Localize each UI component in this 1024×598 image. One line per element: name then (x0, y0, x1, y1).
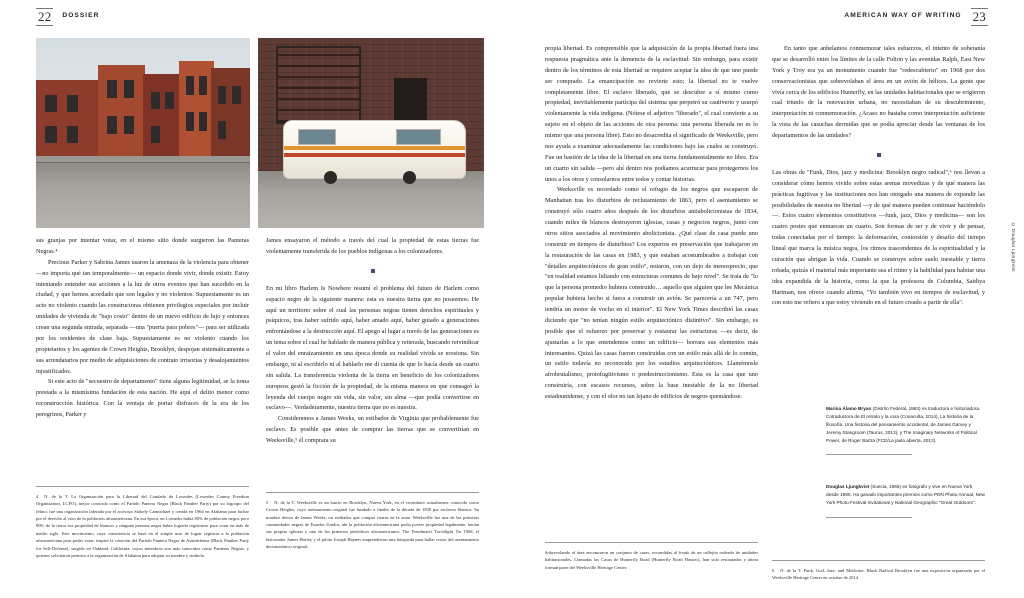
contributor-text: (Suecia, 1965) es fotógrafo y vive en Nueva York desde 1990. Ha ganado importantes premios como PDN Photo Annual, New York Photo Festival Invitational y National Geographic "Great Outdoors". (826, 484, 985, 506)
section-divider-icon (371, 269, 375, 273)
contributor-bio-translator (826, 405, 985, 464)
street (258, 171, 484, 228)
paragraph: Si este acto de "secuestro de departamento" tiene alguna legitimidad, se la toma prestada a la mismísima fundación de esta nación. He aquí el delito menor como reconstrucción histórica. Con la ventaja de portar disfraces de la era de los peregrinos, Parker y (36, 378, 249, 418)
running-head-right (844, 8, 988, 26)
building-2 (98, 65, 145, 164)
building-4 (179, 61, 213, 164)
paragraph: Consideremos a James Weeks, un estibador de Virginia que probablemente fue esclavo. Es posible que antes de comprar las tierras que se convertirían en Weeksville,⁵ él comprara su (266, 415, 479, 444)
section-divider-icon (877, 153, 881, 157)
trailer-stripe-orange (284, 146, 465, 150)
footnote-text: N. de la T. Funk, God, Jazz, and Medicine: Black Radical Brooklyn fue una exposición organizada por el Weeksville Heritage Center en octubre de 2014. (772, 568, 985, 581)
trailer-window-left (298, 129, 336, 146)
footnote-rule (36, 486, 249, 487)
paragraph: sus granjas por intentar votar, en el mismo sitio donde surgieron las Panteras Negras.⁴ (36, 237, 249, 255)
contributor-name: Marina Álamo Bryan (826, 406, 872, 411)
photo-trailer (258, 38, 484, 228)
running-head-left (36, 8, 99, 26)
paragraph: En mi libro Harlem Is Nowhere resumí el problema del futuro de Harlem como espacio negro de la siguiente manera: esta es nuestra tierra que no poseemos. He aquí un territorio sobre el cual las personas negras tienen derechos espirituales y psíquicos, tras haber sufrido aquí, haber amado aquí, haber guiado a generaciones enfrentándose a la destrucción aquí. El apego al lugar a través de las generaciones es un tema sobre el cual he hablado de manera pública y reiterada, buscando reivindicar el valor del enraizamiento en una época donde su realidad vivida se erosiona. Sin embargo, ni al escribirlo ni al hablarlo me di cuenta de que lo hacía desde un cuarto sin salida. La transferencia violenta de la tierra en beneficio de los colonizadores europeos gestó la ficción de la propiedad, de la misma manera en que consagró la leyenda del cuerpo negro sin vida, sin valor, sin alma —que podía convertirse en esclavo—. Verdaderamente, nuestra tierra que no es nuestra. (266, 284, 479, 412)
contributor-text: (Distrito Federal, 1983) es traductora e historiadora. Cotraductora de El retrato y la rosa (Conaculta, 2014), La historia de la filosofía. Una historia del pensamiento occidental, de James Garvey y Jeremy Stangroom (Taurus, 2013), y The Imaginary Networks of Political Power, de Roger Bartra (FCE/La jaula abierta, 2013). (826, 406, 981, 444)
folio-right: 23 (972, 9, 986, 24)
contributor-name: Douglas Ljungkvist (826, 484, 870, 489)
footnote-text: N. de la T. La Organización para la Libertad del Condado de Lowndes (Lowndes County Freedom Organization, LCFO), mejor conocida como el Partido Pantera Negra (Black Panther Party) por su logotipo del felino, fue una organización liderada por el activista Stokely Carmichael y creada en 1964 en Alabama para luchar por el derecho al voto de la población afroamericana. En esa época, en Lowndes había 80% de población negra, pero 90% de la tierra era propiedad de blancos y ninguna persona negra había logrado registrarse para votar en más de medio siglo. Este movimiento, cuya consistencia se basó en el simple acto de lograr registrar a la población afroamericana para poder votar, inspiró la creación del Partido Pantera Negra de Autodefensa (Black Panther Party for Self-Defense), surgido en Oakland, California, cuyos miembros son más conocidos como Panteras Negras, y quienes solicitaron permiso a la organización de Alabama para adoptar su nombre y símbolo. (36, 494, 249, 558)
trailer-stripe-red (284, 153, 465, 157)
footnote-number: 4 (36, 494, 39, 499)
contributor-bio-photographer (826, 483, 985, 527)
trailer-wheel-right (403, 171, 416, 184)
footnote-6 (772, 560, 985, 582)
paragraph: James ensayaron el método a través del cual la propiedad de estas tierras fue violentamente transferida de los pueblos indígenas a los colonizadores. (266, 237, 479, 255)
building-3 (143, 74, 182, 163)
street (36, 163, 250, 228)
footnote-4 (36, 486, 249, 559)
bio-rule (826, 517, 912, 518)
travel-trailer (283, 120, 466, 179)
photo-credit: © Douglas Ljungkvist (1011, 222, 1016, 272)
section-title-left: DOSSIER (62, 12, 100, 19)
paragraph: Weeksville es recordado como el refugio de los negros que escaparon de Manhattan tras los disturbios de reclutamiento de 1863, pero el asentamiento se construyó sólo cuatro años después de los disturbios antiabolicionistas de 1834, cuando miles de blancos destruyeron iglesias, casas y negocios negros, junto con otros sitios asociados al movimiento abolicionista. ¿Qué clase de casa puede uno construir en tiempos de disturbios? Los expertos en preservación que trabajaron en la restauración de las casas en 1983, y que estaban acostumbrados a trabajar con "detalles arquitectónicos de gran estilo", notaron, con un dejo de menosprecio, que "en realidad estamos lidiando con estructuras comunes de bajo nivel". Se trata de "lo que la persona promedio hubiera construido… aquello que alguien que lee Mecánica popular hubiera hecho si fuera a construir un avión. Se parecería a un 747, pero tendría un motor de vocho en el interior". El New York Times describió las casas diciendo que "no tenían ningún estilo arquitectónico distintivo". Sin embargo, es posible que el esfuerzo por preservar y restaurar las estructuras —es decir, de ajustarlas a lo que entendemos como un edificio— borrara sus elementos más interesantes. Quizá las casas fueron construidas con un estilo más allá de lo común, un estilo todavía no reconocido por los estudios arquitectónicos. Llamémosle afrobrutalismo, protofugitivismo o predestruccionismo. Esta es la casa que uno construiría, con escasos recursos, sobre la base inestable de la no libertad estadounidense, y con el olor no tan lejano de edificios de negros quemándose. (545, 186, 758, 400)
footnote-5 (266, 492, 479, 551)
text-column-4 (772, 44, 985, 309)
footnote-5-continued (545, 542, 758, 571)
text-column-3 (545, 44, 758, 403)
trailer-window-right (396, 129, 441, 146)
photo-row-houses (36, 38, 250, 228)
paragraph: Las obras de "Funk, Dios, jazz y medicina: Brooklyn negro radical",⁶ nos llevan a considerar cómo hemos vivido sobre estas arenas movedizas y de qué manera las prácticas fugitivas y las instituciones nos han otorgado una manera de expandir las posibilidades de nuestra no libertad —y de qué manera pueden continuar haciéndolo—. Estos cuatro elementos constitutivos —funk, jazz, Dios y medicina— son los cuatro postes que enmarcan un cuarto. Son formas de ser y de vivir y de pensar, todas conectadas por el tiempo: la deformación, contorsión y desafío del tiempo lineal que marca la música negra, los ritmos trascendentes de la espiritualidad y la curación que abrigan la vida. Cuando se construye sobre suelo inestable y tierra robada, quizás el material más importante sea el ritmo y la habilidad para habitar una idea expandida de la historia, como la que la profesora de Columbia, Saidiya Hartman, nos ofrece cuando afirma, "Yo también vivo en tiempos de esclavitud, y con esto me refiero a que estoy viviendo en el futuro creado a partir de ella". (772, 168, 985, 307)
text-column-2 (266, 236, 479, 447)
paragraph: propia libertad. Es comprensible que la adquisición de la propia libertad fuera una respuesta pragmática ante la demencia de la esclavitud. Sin embargo, para existir dentro de los términos de esta libertad se requiere aceptar la idea de que uno puede ser comprado. La emancipación no revierte esto; la libertad no te vuelve completamente libre. El esclavo liberado, que se descubre a sí mismo como propiedad, inevitablemente participa del sistema que perpetró su cautiverio y usurpó violentamente la vida indígena. (Nótese el adjetivo "liberado", el cual convierte a su sujeto en el objeto de las acciones de otra persona: una persona liberada no es lo mismo que una persona libre). Esto no desacredita el significado de Weeksville, pero nos ayuda a examinar adecuadamente las condiciones bajo las cuales se construyó. Fue un bastión de la idea de la libertad en una tierra fundamentalmente no libre. Era un cuarto sin salida —pero ahí dentro nos podíamos acurrucar para protegernos los unos a los otros y consolarnos entre todos y contar historias. (545, 45, 758, 183)
footnote-rule (266, 492, 479, 493)
paragraph: En tanto que anhelamos conmemorar tales esfuerzos, el intento de soberanía que se desarrolló entre los límites de la calle Fulton y las avenidas Ralph, East New York y Troy era ya un monumento cuando fue "redescubierto" en 1968 por dos conservacionistas que sobrevolaban el área en un avión de hélices. La gente que vivía cerca de los edificios Hunterfly, en las unidades habitacionales que se erigieron cual triunfo de la renovación urbana, no necesitaban de su descubrimiento, interpretación ni conmemoración. ¿Acaso no bastaba como interpretación suficiente la vista de las casuchas derruidas que se podía apreciar desde las ventanas de los departamentos de las unidades? (772, 45, 985, 139)
folio-left: 22 (38, 9, 52, 24)
section-title-right: AMERICAN WAY OF WRITING (844, 12, 962, 19)
building-1 (36, 80, 100, 164)
footnote-number: 6 (772, 568, 775, 573)
paragraph: Precious Parker y Sabrina James usaron la amenaza de la violencia para obtener —no importa qué tan temporalmente— un espacio donde vivir, donde existir. Estoy intentando entender sus acciones a la luz de otros eventos que han sucedido en la ciudad, y que hemos acordado que son legales y no violentos. Supuestamente es un acto no violento cuando las constructoras obtienen privilegios especiales por incluir unidades de vivienda de "bajo costo" dentro de un nuevo edificio de lujo y entonces crean una segunda entrada, separada —una "puerta para pobres"— para ser utilizada por los residentes de clase baja. Supuestamente es no violento cuando los propietarios y los agentes de Crown Heights, Brooklyn, despojan sistemáticamente a sus arrendatarios por medio de adquisiciones de contrato irrisorias y desalojamientos injustificados. (36, 258, 249, 375)
trailer-wheel-left (324, 171, 337, 184)
footnote-text: N. de la T. Weeksville es un barrio en Brooklyn, Nueva York, en el vecindario actualmente conocido como Crown Heights, cuyo asentamiento original fue fundado a finales de la década de 1830 por esclavos libertos. Su nombre deriva de James Weeks, un estibador que compró tierras en la zona. Weeksville fue una de las primeras comunidades negras de Estados Unidos, ahí la población afroamericana podía poseer propiedad legalmente, tenían sus propias iglesias y uno de los primeros periódicos afroamericanos, The Freedman's Torchlight. En 1968, el historiador James Hurley y el piloto Joseph Haynes emprendieron una búsqueda para hallar restos del asentamiento decimonónico original. (266, 500, 479, 550)
footnote-rule (772, 560, 985, 561)
text-column-1 (36, 236, 249, 421)
footnote-number: 5 (266, 500, 269, 505)
fire-escape (276, 46, 361, 124)
bio-rule (826, 454, 912, 455)
footnote-rule (545, 542, 758, 543)
footnote-text: Sobrevolando el área encontraron un conjunto de casas, escondidas al fondo de un callejón rodeado de unidades habitacionales. Llamadas las Casas de Hunterfly Road (Hunterfly Road Houses), han sido restauradas y ahora forman parte del Weeksville Heritage Center. (545, 550, 758, 570)
building-5 (211, 68, 250, 163)
